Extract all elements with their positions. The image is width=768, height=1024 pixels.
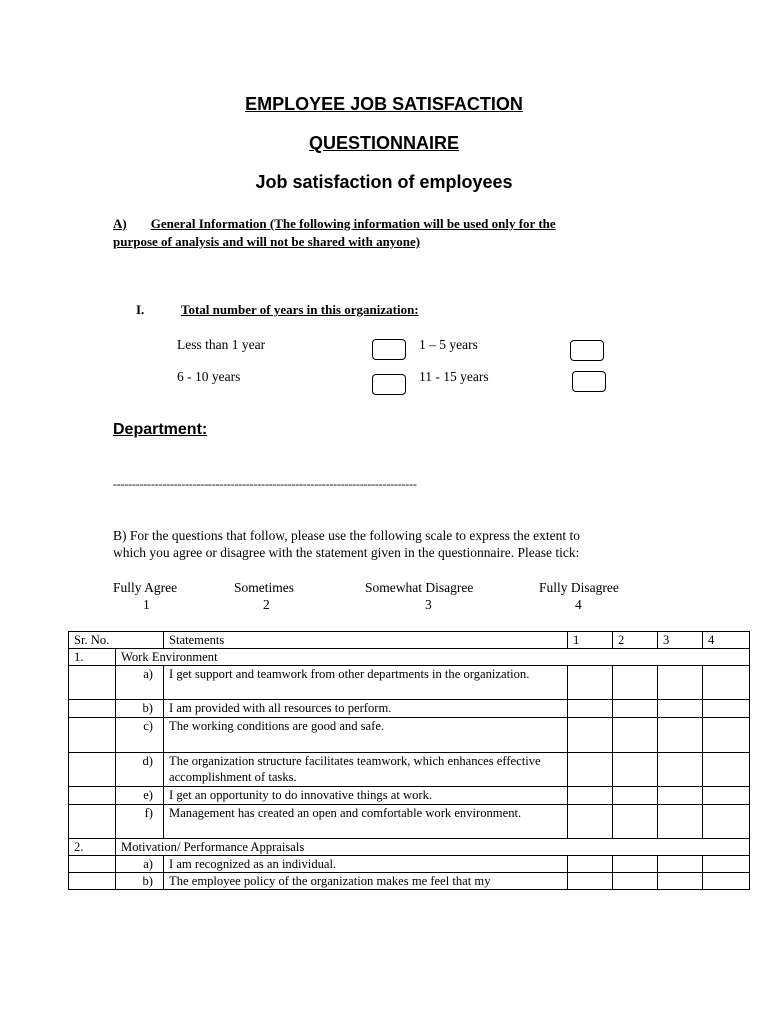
question-i-number: I. xyxy=(136,302,145,317)
table-row xyxy=(69,718,750,753)
checkbox-1-5[interactable] xyxy=(570,340,604,361)
option-11-15: 11 - 15 years xyxy=(419,369,489,384)
option-6-10: 6 - 10 years xyxy=(177,369,241,384)
tick-cell-2[interactable] xyxy=(613,718,658,753)
tick-cell-3[interactable] xyxy=(658,873,703,890)
section-title: Work Environment xyxy=(116,649,750,666)
header-statements: Statements xyxy=(164,632,568,649)
scale-value-3: 3 xyxy=(425,597,432,612)
checkbox-11-15[interactable] xyxy=(572,371,606,392)
tick-cell-1[interactable] xyxy=(568,666,613,700)
table-row xyxy=(69,873,750,890)
header-scale-2: 2 xyxy=(613,632,658,649)
scale-value-2: 2 xyxy=(263,597,270,612)
section-title: Motivation/ Performance Appraisals xyxy=(116,839,750,856)
section-number: 2. xyxy=(69,839,116,856)
item-letter: b) xyxy=(116,700,164,718)
tick-cell-4[interactable] xyxy=(703,666,750,700)
item-statement: I am recognized as an individual. xyxy=(164,856,568,873)
tick-cell-1[interactable] xyxy=(568,856,613,873)
section-b-line1: B) For the questions that follow, please use the following scale to express the extent to xyxy=(113,528,581,543)
header-scale-4: 4 xyxy=(703,632,750,649)
item-statement: I get an opportunity to do innovative things at work. xyxy=(164,787,568,805)
tick-cell-4[interactable] xyxy=(703,873,750,890)
title-line-1: EMPLOYEE JOB SATISFACTION xyxy=(245,94,523,114)
table-row xyxy=(69,805,750,839)
scale-label-2: Sometimes xyxy=(234,580,294,595)
checkbox-less-than-1[interactable] xyxy=(372,339,406,360)
header-scale-3: 3 xyxy=(658,632,703,649)
tick-cell-2[interactable] xyxy=(613,666,658,700)
item-statement: Management has created an open and comfortable work environment. xyxy=(164,805,568,839)
section-a-text-line1: General Information (The following information will be used only for the xyxy=(150,216,556,231)
section-row xyxy=(69,649,750,666)
section-row xyxy=(69,839,750,856)
item-statement: The organization structure facilitates teamwork, which enhances effective accomplishment of tasks. xyxy=(164,753,568,787)
item-statement: I get support and teamwork from other departments in the organization. xyxy=(164,666,568,700)
item-letter: f) xyxy=(116,805,164,839)
tick-cell-2[interactable] xyxy=(613,873,658,890)
item-statement: I am provided with all resources to perform. xyxy=(164,700,568,718)
tick-cell-2[interactable] xyxy=(613,856,658,873)
header-scale-1: 1 xyxy=(568,632,613,649)
title-line-2: QUESTIONNAIRE xyxy=(308,133,459,153)
tick-cell-3[interactable] xyxy=(658,718,703,753)
item-letter: d) xyxy=(116,753,164,787)
tick-cell-2[interactable] xyxy=(613,700,658,718)
questionnaire-table xyxy=(68,631,750,890)
question-i-label: Total number of years in this organization: xyxy=(181,302,419,317)
tick-cell-1[interactable] xyxy=(568,805,613,839)
tick-cell-1[interactable] xyxy=(568,700,613,718)
tick-cell-3[interactable] xyxy=(658,856,703,873)
tick-cell-4[interactable] xyxy=(703,718,750,753)
tick-cell-1[interactable] xyxy=(568,787,613,805)
tick-cell-1[interactable] xyxy=(568,718,613,753)
tick-cell-2[interactable] xyxy=(613,753,658,787)
section-a-text-line2: purpose of analysis and will not be shared with anyone) xyxy=(113,234,421,249)
item-letter: a) xyxy=(116,666,164,700)
tick-cell-3[interactable] xyxy=(658,666,703,700)
scale-label-1: Fully Agree xyxy=(113,580,178,595)
tick-cell-4[interactable] xyxy=(703,787,750,805)
section-number: 1. xyxy=(69,649,116,666)
tick-cell-3[interactable] xyxy=(658,700,703,718)
tick-cell-4[interactable] xyxy=(703,753,750,787)
tick-cell-1[interactable] xyxy=(568,753,613,787)
table-row xyxy=(69,856,750,873)
scale-value-4: 4 xyxy=(575,597,582,612)
header-sr-no: Sr. No. xyxy=(69,632,164,649)
scale-label-4: Fully Disagree xyxy=(539,580,619,595)
option-1-5: 1 – 5 years xyxy=(419,337,478,352)
table-row xyxy=(69,753,750,787)
tick-cell-2[interactable] xyxy=(613,787,658,805)
section-a-label: A) xyxy=(113,216,127,231)
tick-cell-2[interactable] xyxy=(613,805,658,839)
tick-cell-4[interactable] xyxy=(703,700,750,718)
scale-label-3: Somewhat Disagree xyxy=(365,580,474,595)
department-input-line[interactable]: -------------------------------------------------------------------------------- xyxy=(113,477,417,491)
table-row xyxy=(69,700,750,718)
table-row xyxy=(69,787,750,805)
item-letter: a) xyxy=(116,856,164,873)
section-a xyxy=(113,216,556,232)
checkbox-6-10[interactable] xyxy=(372,374,406,395)
scale-value-1: 1 xyxy=(143,597,150,612)
item-statement: The working conditions are good and safe. xyxy=(164,718,568,753)
tick-cell-4[interactable] xyxy=(703,856,750,873)
item-letter: e) xyxy=(116,787,164,805)
tick-cell-3[interactable] xyxy=(658,805,703,839)
tick-cell-4[interactable] xyxy=(703,805,750,839)
department-label: Department: xyxy=(113,421,208,438)
tick-cell-1[interactable] xyxy=(568,873,613,890)
tick-cell-3[interactable] xyxy=(658,787,703,805)
item-letter: b) xyxy=(116,873,164,890)
table-row xyxy=(69,666,750,700)
item-statement: The employee policy of the organization makes me feel that my xyxy=(164,873,568,890)
tick-cell-3[interactable] xyxy=(658,753,703,787)
section-b-line2: which you agree or disagree with the statement given in the questionnaire. Please tick: xyxy=(113,545,580,560)
subtitle: Job satisfaction of employees xyxy=(255,172,513,192)
table-header-row xyxy=(69,632,750,649)
option-less-than-1: Less than 1 year xyxy=(177,337,266,352)
item-letter: c) xyxy=(116,718,164,753)
